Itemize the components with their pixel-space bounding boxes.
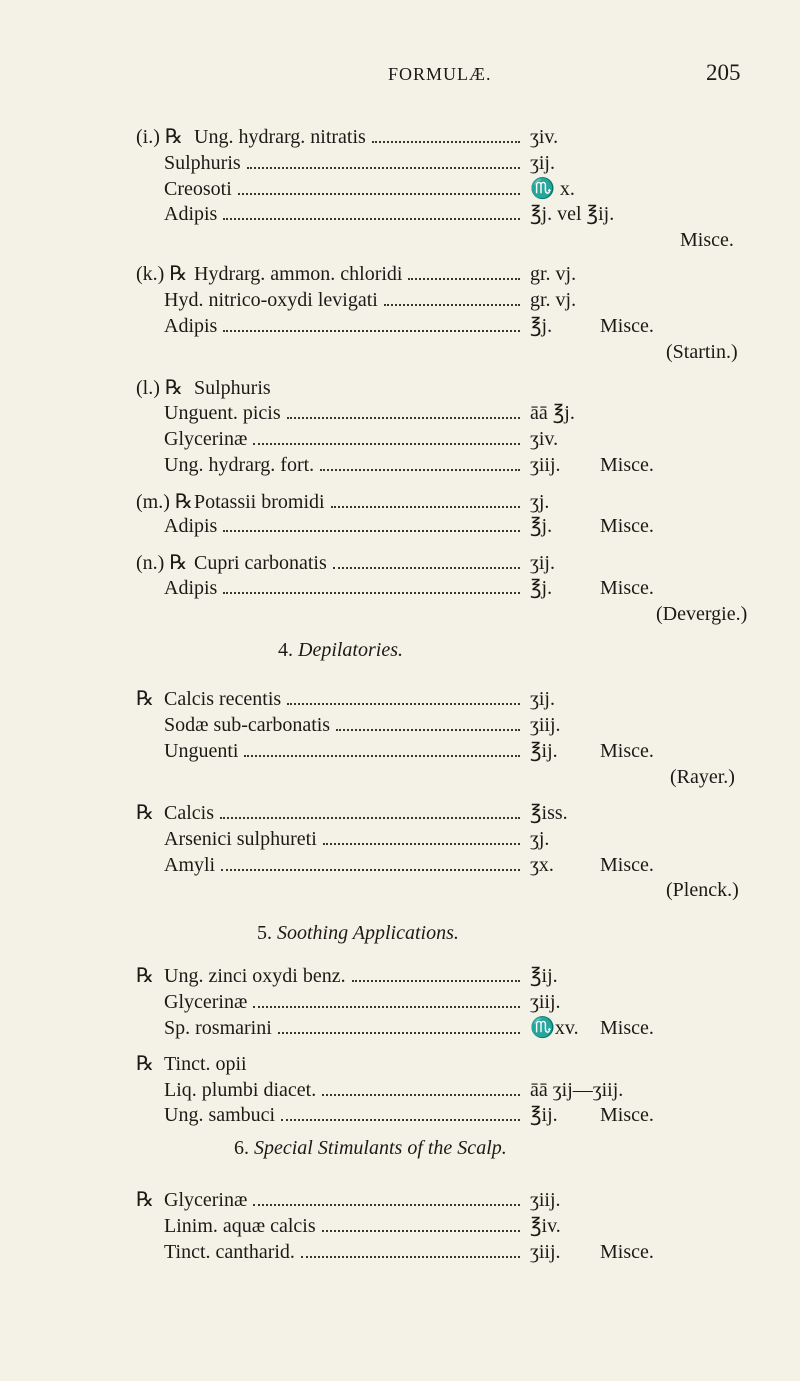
page-header — [0, 60, 800, 100]
misce-instruction: Misce. — [600, 515, 654, 537]
ingredient-name: Sulphuris — [164, 152, 241, 174]
dot-leader — [331, 506, 520, 508]
section-number: 5. — [257, 922, 272, 944]
recipe-label: ℞ — [136, 1053, 154, 1075]
page-number: 205 — [706, 60, 741, 85]
formula-line — [0, 550, 800, 576]
formula-line — [0, 1213, 800, 1239]
dot-leader — [336, 729, 520, 731]
formula-line — [0, 1051, 800, 1077]
formula-line — [0, 1102, 800, 1128]
quantity: gr. vj. — [530, 263, 577, 285]
quantity: ℥iss. — [530, 802, 568, 824]
quantity: ʒij. — [530, 552, 555, 574]
dot-leader — [253, 443, 520, 445]
dot-leader — [223, 592, 520, 594]
ingredient-name: Adipis — [164, 203, 218, 225]
misce-instruction: Misce. — [600, 577, 654, 599]
ingredient-name: Glycerinæ — [164, 991, 248, 1013]
ingredient-name: Potassii bromidi — [194, 491, 325, 513]
misce-instruction: Misce. — [600, 1241, 654, 1263]
ingredient-name: Hydrarg. ammon. chloridi — [194, 263, 403, 285]
quantity: ʒiv. — [530, 126, 559, 148]
quantity: ℥ij. — [530, 740, 558, 762]
dot-leader — [322, 1230, 520, 1232]
quantity: ℥j. vel ℥ij. — [530, 203, 615, 225]
section-title: Soothing Applications. — [277, 922, 459, 944]
ingredient-name: Sulphuris — [194, 377, 271, 399]
ingredient-name: Calcis — [164, 802, 214, 824]
ingredient-name: Adipis — [164, 515, 218, 537]
section-title: Special Stimulants of the Scalp. — [254, 1137, 507, 1159]
recipe-label: ℞ — [136, 965, 154, 987]
dot-leader — [384, 304, 520, 306]
dot-leader — [223, 330, 520, 332]
dot-leader — [408, 278, 520, 280]
recipe-label: ℞ — [136, 802, 154, 824]
formula-line — [0, 313, 800, 339]
attribution-note: Misce. — [680, 229, 734, 251]
ingredient-name: Amyli — [164, 854, 216, 876]
quantity: ʒiij. — [530, 714, 561, 736]
quantity: ʒij. — [530, 152, 555, 174]
formula-line — [0, 852, 800, 878]
ingredient-name: Hyd. nitrico-oxydi levigati — [164, 289, 378, 311]
formula-line — [0, 287, 800, 313]
recipe-label: (i.) ℞ — [136, 126, 183, 148]
running-title: FORMULÆ. — [388, 64, 492, 84]
recipe-label: ℞ — [136, 688, 154, 710]
dot-leader — [287, 703, 520, 705]
section-number: 4. — [278, 639, 293, 661]
quantity: ʒj. — [530, 828, 550, 850]
misce-instruction: Misce. — [600, 454, 654, 476]
section-title: Depilatories. — [298, 639, 403, 661]
recipe-label: (l.) ℞ — [136, 377, 183, 399]
attribution-note: (Startin.) — [666, 341, 738, 363]
section-heading-depilatories — [278, 637, 403, 663]
formula-line — [0, 800, 800, 826]
dot-leader — [253, 1006, 520, 1008]
ingredient-name: Unguent. picis — [164, 402, 281, 424]
dot-leader — [223, 218, 520, 220]
ingredient-name: Adipis — [164, 577, 218, 599]
quantity: āā ℥j. — [530, 402, 575, 424]
misce-instruction: Misce. — [600, 740, 654, 762]
formula-line — [0, 1077, 800, 1103]
dot-leader — [221, 869, 520, 871]
formula-line — [0, 124, 800, 150]
ingredient-name: Glycerinæ — [164, 1189, 248, 1211]
formula-line — [0, 826, 800, 852]
misce-instruction: Misce. — [600, 854, 654, 876]
attribution-note: (Devergie.) — [656, 603, 748, 625]
formula-line — [0, 1015, 800, 1041]
ingredient-name: Adipis — [164, 315, 218, 337]
quantity: ʒiij. — [530, 1189, 561, 1211]
quantity: ʒiij. — [530, 1241, 561, 1263]
formula-line — [0, 1187, 800, 1213]
ingredient-name: Ung. sambuci — [164, 1104, 276, 1126]
formula-line — [0, 375, 800, 401]
quantity: ℥j. — [530, 515, 553, 537]
dot-leader — [287, 417, 520, 419]
section-number: 6. — [234, 1137, 249, 1159]
dot-leader — [301, 1256, 520, 1258]
quantity: ʒiv. — [530, 428, 559, 450]
misce-instruction: Misce. — [600, 1104, 654, 1126]
dot-leader — [253, 1204, 520, 1206]
quantity: ♏xv. — [530, 1017, 579, 1039]
ingredient-name: Tinct. cantharid. — [164, 1241, 295, 1263]
formula-line — [0, 989, 800, 1015]
quantity: āā ʒij—ʒiij. — [530, 1079, 624, 1101]
recipe-label: (k.) ℞ — [136, 263, 188, 285]
formula-line — [0, 489, 800, 515]
ingredient-name: Creosoti — [164, 178, 232, 200]
dot-leader — [372, 141, 520, 143]
dot-leader — [238, 193, 520, 195]
dot-leader — [281, 1119, 520, 1121]
formula-line — [0, 452, 800, 478]
dot-leader — [323, 843, 520, 845]
quantity: ʒx. — [530, 854, 554, 876]
dot-leader — [220, 817, 520, 819]
ingredient-name: Tinct. opii — [164, 1053, 247, 1075]
quantity: ʒj. — [530, 491, 550, 513]
ingredient-name: Calcis recentis — [164, 688, 282, 710]
dot-leader — [247, 167, 520, 169]
ingredient-name: Liq. plumbi diacet. — [164, 1079, 317, 1101]
ingredient-name: Unguenti — [164, 740, 239, 762]
ingredient-name: Arsenici sulphureti — [164, 828, 317, 850]
dot-leader — [244, 755, 520, 757]
formula-line — [0, 201, 800, 227]
quantity: ℥j. — [530, 315, 553, 337]
ingredient-name: Linim. aquæ calcis — [164, 1215, 316, 1237]
attribution-note: (Rayer.) — [670, 766, 735, 788]
ingredient-name: Cupri carbonatis — [194, 552, 327, 574]
formula-line — [0, 176, 800, 202]
formula-line — [0, 400, 800, 426]
ingredient-name: Sodæ sub-carbonatis — [164, 714, 331, 736]
quantity: ʒiij. — [530, 991, 561, 1013]
quantity: ℥j. — [530, 577, 553, 599]
section-heading-soothing — [257, 920, 459, 946]
ingredient-name: Sp. rosmarini — [164, 1017, 272, 1039]
section-heading-stimulants — [234, 1135, 507, 1161]
quantity: ℥iv. — [530, 1215, 561, 1237]
quantity: gr. vj. — [530, 289, 577, 311]
quantity: ʒij. — [530, 688, 555, 710]
quantity: ʒiij. — [530, 454, 561, 476]
dot-leader — [333, 567, 520, 569]
formula-line — [0, 963, 800, 989]
formula-line — [0, 1239, 800, 1265]
quantity: ℥ij. — [530, 1104, 558, 1126]
quantity: ℥ij. — [530, 965, 558, 987]
dot-leader — [322, 1094, 520, 1096]
dot-leader — [223, 530, 520, 532]
attribution-note: (Plenck.) — [666, 879, 739, 901]
ingredient-name: Ung. zinci oxydi benz. — [164, 965, 346, 987]
formula-line — [0, 575, 800, 601]
formula-line — [0, 738, 800, 764]
dot-leader — [352, 980, 520, 982]
formula-line — [0, 150, 800, 176]
recipe-label: (n.) ℞ — [136, 552, 188, 574]
misce-instruction: Misce. — [600, 315, 654, 337]
misce-instruction: Misce. — [600, 1017, 654, 1039]
formula-line — [0, 426, 800, 452]
dot-leader — [320, 469, 520, 471]
ingredient-name: Ung. hydrarg. fort. — [164, 454, 315, 476]
ingredient-name: Glycerinæ — [164, 428, 248, 450]
formula-line — [0, 513, 800, 539]
recipe-label: ℞ — [136, 1189, 154, 1211]
ingredient-name: Ung. hydrarg. nitratis — [194, 126, 366, 148]
formula-line — [0, 712, 800, 738]
quantity: ♏ x. — [530, 178, 575, 200]
recipe-label: (m.) ℞ — [136, 491, 193, 513]
formula-line — [0, 261, 800, 287]
formula-line — [0, 686, 800, 712]
dot-leader — [278, 1032, 520, 1034]
